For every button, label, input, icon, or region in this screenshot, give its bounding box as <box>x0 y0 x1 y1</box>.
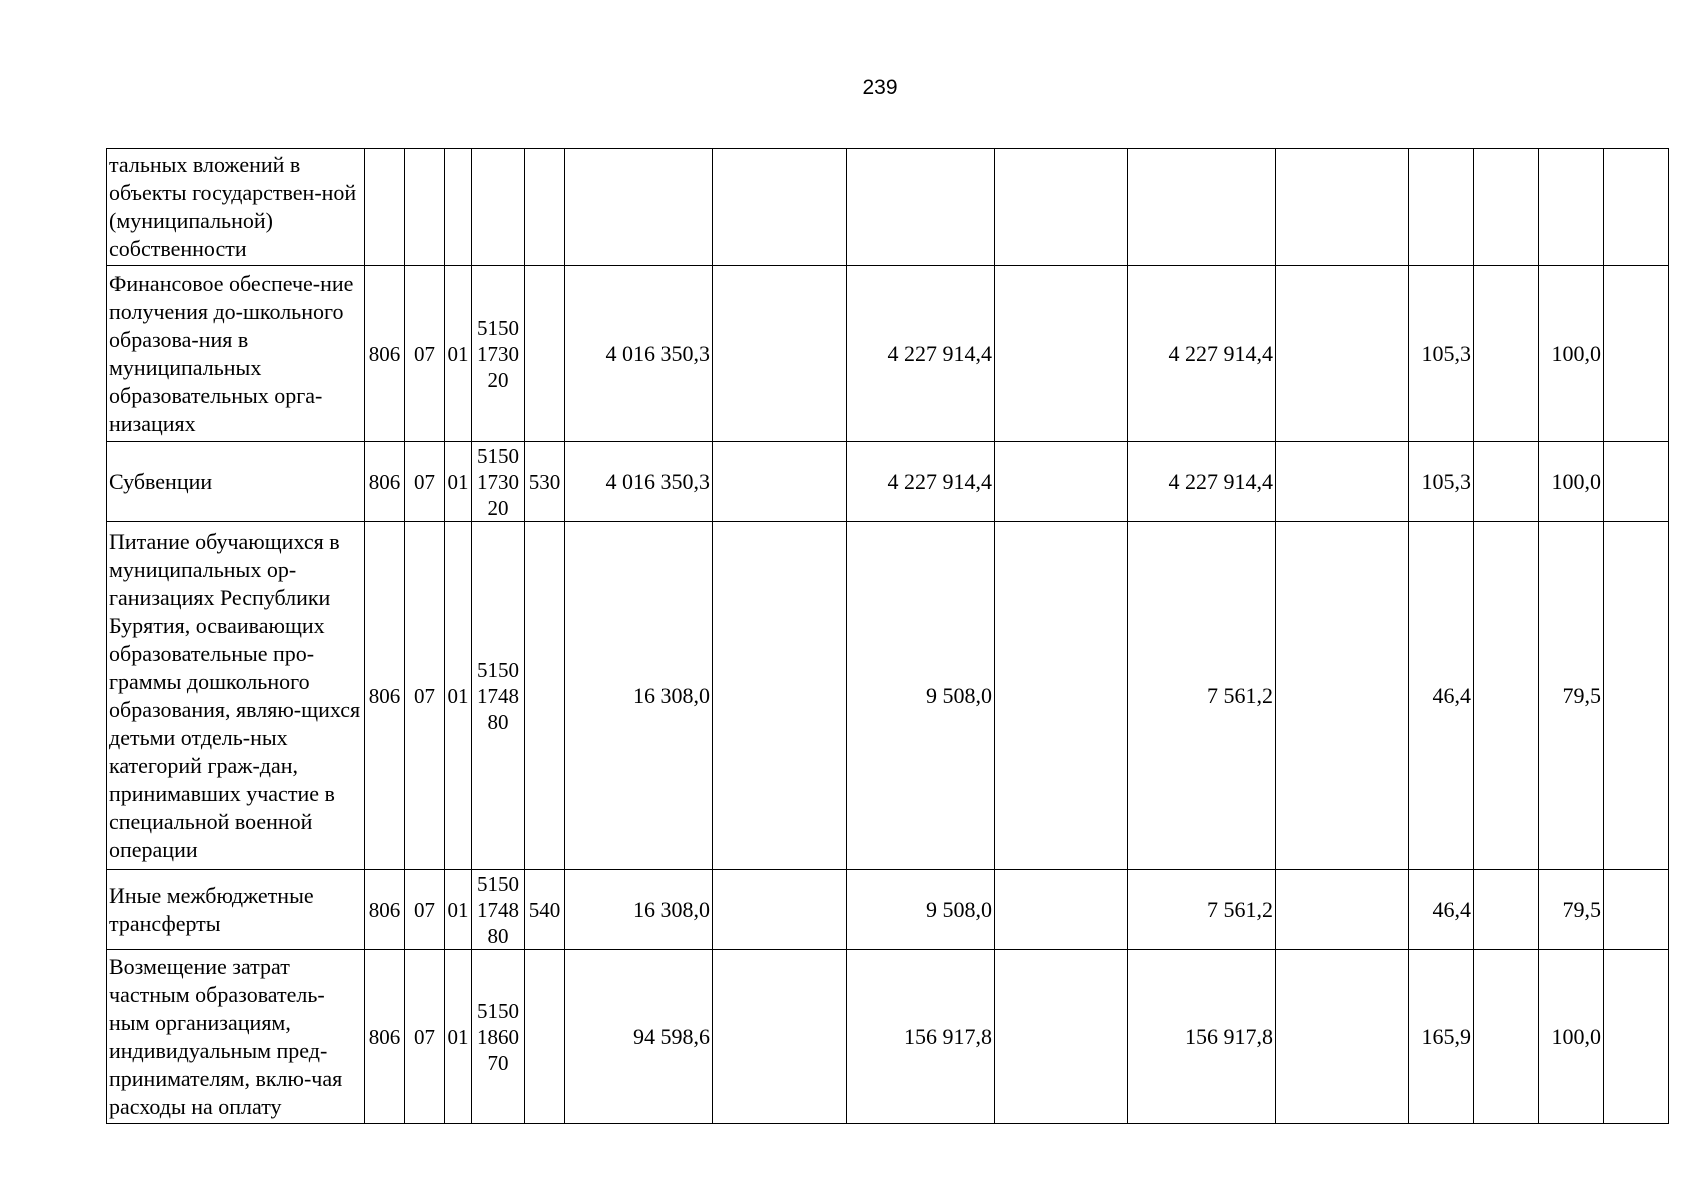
value-col-2 <box>713 870 847 950</box>
value-col-9: 79,5 <box>1539 522 1604 870</box>
target-article-part: 1748 <box>477 683 519 708</box>
value-col-9: 100,0 <box>1539 266 1604 442</box>
value-col-3: 156 917,8 <box>847 950 995 1124</box>
value-col-1: 4 016 350,3 <box>565 266 713 442</box>
value-col-3: 4 227 914,4 <box>847 442 995 522</box>
value-col-6 <box>1276 149 1409 266</box>
grbs-code <box>365 149 405 266</box>
value-col-5: 156 917,8 <box>1128 950 1276 1124</box>
grbs-code: 806 <box>365 266 405 442</box>
value-col-3: 9 508,0 <box>847 870 995 950</box>
row-description: Возмещение затрат частным образователь-ным организациям, индивидуальным пред-принимателям, вклю-чая расходы на оплату <box>107 950 365 1124</box>
value-col-6 <box>1276 266 1409 442</box>
value-col-6 <box>1276 950 1409 1124</box>
target-article-part: 5150 <box>477 443 519 468</box>
table-row <box>107 266 1669 442</box>
value-col-5: 4 227 914,4 <box>1128 266 1276 442</box>
grbs-code: 806 <box>365 442 405 522</box>
row-description: Иные межбюджетные трансферты <box>107 870 365 950</box>
subsection-code: 01 <box>445 522 472 870</box>
value-col-7 <box>1409 149 1474 266</box>
value-col-2 <box>713 266 847 442</box>
expense-type-code <box>525 950 565 1124</box>
value-col-8 <box>1474 950 1539 1124</box>
target-article-code <box>472 149 525 266</box>
value-col-9: 100,0 <box>1539 442 1604 522</box>
value-col-4 <box>995 522 1128 870</box>
value-col-7: 46,4 <box>1409 870 1474 950</box>
value-col-1: 16 308,0 <box>565 522 713 870</box>
table-row <box>107 870 1669 950</box>
expense-type-code <box>525 266 565 442</box>
value-col-8 <box>1474 442 1539 522</box>
value-col-6 <box>1276 442 1409 522</box>
target-article-part: 80 <box>487 709 509 734</box>
section-code: 07 <box>405 522 445 870</box>
grbs-code: 806 <box>365 950 405 1124</box>
value-col-5 <box>1128 149 1276 266</box>
target-article-part: 1748 <box>477 897 519 922</box>
target-article-part: 1730 <box>477 469 519 494</box>
value-col-4 <box>995 870 1128 950</box>
target-article-part: 80 <box>487 923 509 948</box>
subsection-code: 01 <box>445 870 472 950</box>
target-article-part: 5150 <box>477 657 519 682</box>
value-col-10 <box>1604 266 1669 442</box>
value-col-5: 7 561,2 <box>1128 522 1276 870</box>
value-col-10 <box>1604 149 1669 266</box>
value-col-4 <box>995 149 1128 266</box>
target-article-part: 20 <box>487 495 509 520</box>
grbs-code: 806 <box>365 870 405 950</box>
subsection-code: 01 <box>445 442 472 522</box>
target-article-part: 5150 <box>477 998 519 1023</box>
value-col-5: 4 227 914,4 <box>1128 442 1276 522</box>
value-col-10 <box>1604 870 1669 950</box>
value-col-2 <box>713 522 847 870</box>
target-article-part: 70 <box>487 1050 509 1075</box>
value-col-1: 4 016 350,3 <box>565 442 713 522</box>
subsection-code: 01 <box>445 950 472 1124</box>
value-col-3 <box>847 149 995 266</box>
expense-type-code: 530 <box>525 442 565 522</box>
target-article-part: 5150 <box>477 315 519 340</box>
page-number: 239 <box>862 76 898 99</box>
value-col-2 <box>713 950 847 1124</box>
section-code <box>405 149 445 266</box>
expense-type-code <box>525 149 565 266</box>
table-row <box>107 149 1669 266</box>
target-article-code <box>472 950 525 1124</box>
value-col-7: 165,9 <box>1409 950 1474 1124</box>
target-article-code <box>472 266 525 442</box>
value-col-10 <box>1604 950 1669 1124</box>
value-col-4 <box>995 266 1128 442</box>
table-row <box>107 522 1669 870</box>
value-col-8 <box>1474 870 1539 950</box>
value-col-9: 100,0 <box>1539 950 1604 1124</box>
value-col-10 <box>1604 442 1669 522</box>
row-description: Питание обучающихся в муниципальных ор-ганизациях Республики Бурятия, осваивающих образовательные про-граммы дошкольного образования, являю-щихся детьми отдель-ных категорий граж-дан, принимавших участие в специальной военной операции <box>107 522 365 870</box>
value-col-5: 7 561,2 <box>1128 870 1276 950</box>
value-col-3: 4 227 914,4 <box>847 266 995 442</box>
value-col-9 <box>1539 149 1604 266</box>
expense-type-code: 540 <box>525 870 565 950</box>
target-article-part: 20 <box>487 367 509 392</box>
value-col-4 <box>995 950 1128 1124</box>
budget-table <box>106 148 1669 1124</box>
value-col-1 <box>565 149 713 266</box>
target-article-part: 1730 <box>477 341 519 366</box>
value-col-9: 79,5 <box>1539 870 1604 950</box>
value-col-7: 105,3 <box>1409 442 1474 522</box>
value-col-8 <box>1474 522 1539 870</box>
row-description: Финансовое обеспече-ние получения до-школьного образова-ния в муниципальных образовательных орга-низациях <box>107 266 365 442</box>
table-row <box>107 442 1669 522</box>
row-description: тальных вложений в объекты государствен-ной (муниципальной) собственности <box>107 149 365 266</box>
value-col-6 <box>1276 870 1409 950</box>
value-col-2 <box>713 442 847 522</box>
value-col-4 <box>995 442 1128 522</box>
expense-type-code <box>525 522 565 870</box>
value-col-8 <box>1474 149 1539 266</box>
value-col-7: 105,3 <box>1409 266 1474 442</box>
target-article-code <box>472 442 525 522</box>
row-description: Субвенции <box>107 442 365 522</box>
value-col-7: 46,4 <box>1409 522 1474 870</box>
table-row <box>107 950 1669 1124</box>
grbs-code: 806 <box>365 522 405 870</box>
subsection-code: 01 <box>445 266 472 442</box>
value-col-6 <box>1276 522 1409 870</box>
subsection-code <box>445 149 472 266</box>
value-col-8 <box>1474 266 1539 442</box>
target-article-part: 1860 <box>477 1024 519 1049</box>
section-code: 07 <box>405 950 445 1124</box>
value-col-2 <box>713 149 847 266</box>
value-col-1: 16 308,0 <box>565 870 713 950</box>
target-article-code <box>472 870 525 950</box>
section-code: 07 <box>405 870 445 950</box>
section-code: 07 <box>405 442 445 522</box>
value-col-1: 94 598,6 <box>565 950 713 1124</box>
value-col-10 <box>1604 522 1669 870</box>
value-col-3: 9 508,0 <box>847 522 995 870</box>
target-article-code <box>472 522 525 870</box>
target-article-part: 5150 <box>477 871 519 896</box>
section-code: 07 <box>405 266 445 442</box>
